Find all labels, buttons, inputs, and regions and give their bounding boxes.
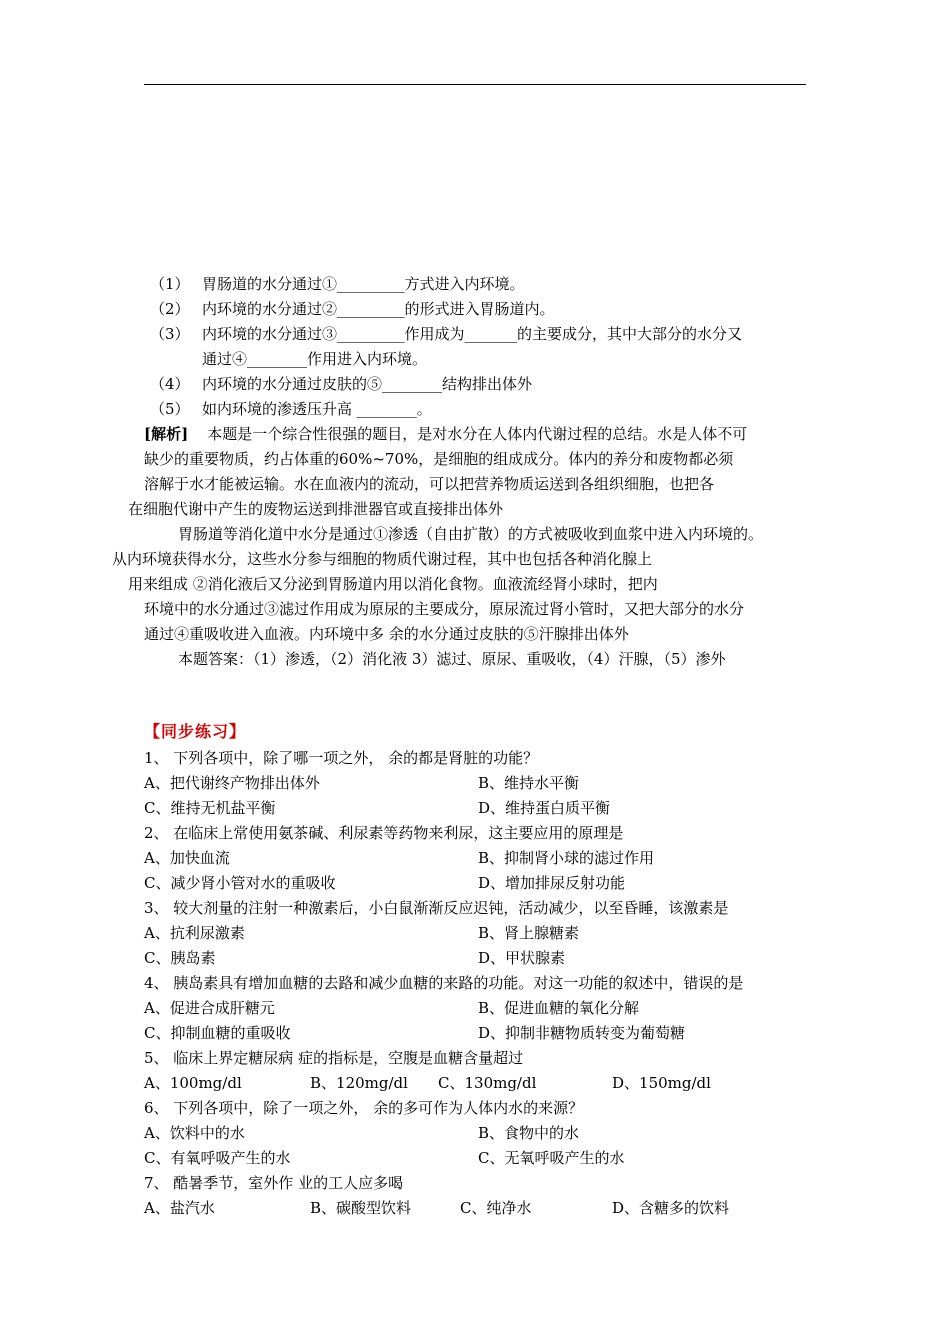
exercise-question-3: 3、 较大剂量的注射一种激素后，小白鼠渐渐反应迟钝，活动减少，以至昏睡，该激素是 bbox=[144, 899, 729, 917]
analysis-text: 用来组成 ②消化液后又分泌到胃肠道内用以消化食物。血液流经肾小球时，把内 bbox=[128, 575, 658, 593]
option-1c: C、维持无机盐平衡 bbox=[144, 799, 276, 817]
option-1a: A、把代谢终产物排出体外 bbox=[144, 774, 320, 792]
option-6d: C、无氧呼吸产生的水 bbox=[478, 1149, 625, 1167]
option-6a: A、饮料中的水 bbox=[144, 1124, 245, 1142]
exercise-question-1: 1、 下列各项中，除了哪一项之外， 余的都是肾脏的功能？ bbox=[144, 749, 539, 767]
question-2 bbox=[150, 299, 555, 319]
option-1b: B、维持水平衡 bbox=[478, 774, 580, 792]
analysis-text: 从内环境获得水分，这些水分参与细胞的物质代谢过程，其中也包括各种消化腺上 bbox=[112, 550, 653, 568]
analysis-text: 在细胞代谢中产生的废物运送到排泄器官或直接排出体外 bbox=[128, 500, 504, 518]
analysis-text: 环境中的水分通过③滤过作用成为原尿的主要成分，原尿流过肾小管时，又把大部分的水分 bbox=[144, 600, 745, 618]
question-text: 内环境的水分通过皮肤的⑤________结构排出体外 bbox=[202, 375, 533, 393]
option-5b: B、120mg/dl bbox=[310, 1074, 408, 1092]
option-5d: D、150mg/dl bbox=[612, 1074, 711, 1092]
option-2a: A、加快血流 bbox=[144, 849, 230, 867]
option-4d: D、抑制非糖物质转变为葡萄糖 bbox=[478, 1024, 686, 1042]
option-3d: D、甲状腺素 bbox=[478, 949, 566, 967]
analysis-line-3 bbox=[144, 474, 714, 494]
option-2b: B、抑制肾小球的滤过作用 bbox=[478, 849, 655, 867]
option-3b: B、肾上腺糖素 bbox=[478, 924, 580, 942]
option-7b: B、碳酸型饮料 bbox=[310, 1199, 412, 1217]
answer-line bbox=[178, 649, 726, 669]
analysis-line-1 bbox=[144, 424, 747, 444]
option-7d: D、含糖多的饮料 bbox=[612, 1199, 730, 1217]
question-text: 胃肠道的水分通过①_________方式进入内环境。 bbox=[202, 275, 525, 293]
option-1d: D、维持蛋白质平衡 bbox=[478, 799, 611, 817]
exercise-question-6: 6、 下列各项中，除了一项之外， 余的多可作为人体内水的来源？ bbox=[144, 1099, 584, 1117]
analysis-text: 胃肠道等消化道中水分是通过①渗透（自由扩散）的方式被吸收到血浆中进入内环境的。 bbox=[178, 525, 764, 543]
question-3 bbox=[150, 324, 742, 344]
question-text: 内环境的水分通过②_________的形式进入胃肠道内。 bbox=[202, 300, 555, 318]
analysis-label: [解析] bbox=[144, 425, 189, 443]
analysis-line-5 bbox=[178, 524, 763, 544]
analysis-text: 本题是一个综合性很强的题目，是对水分在人体内代谢过程的总结。水是人体不可 bbox=[207, 425, 748, 443]
analysis-text: 通过④重吸收进入血液。内环境中多 余的水分通过皮肤的⑤汗腺排出体外 bbox=[144, 625, 629, 643]
question-number: （3） bbox=[150, 325, 190, 343]
analysis-line-2 bbox=[144, 449, 733, 469]
question-text: 通过④________作用进入内环境。 bbox=[202, 350, 428, 368]
option-3a: A、抗利尿激素 bbox=[144, 924, 245, 942]
option-4b: B、促进血糖的氧化分解 bbox=[478, 999, 640, 1017]
option-4c: C、抑制血糖的重吸收 bbox=[144, 1024, 291, 1042]
exercise-question-2: 2、 在临床上常使用氨茶碱、利尿素等药物来利尿，这主要应用的原理是 bbox=[144, 824, 624, 842]
question-number: （1） bbox=[150, 275, 190, 293]
question-5 bbox=[150, 399, 432, 419]
option-6c: C、有氧呼吸产生的水 bbox=[144, 1149, 291, 1167]
option-7a: A、盐汽水 bbox=[144, 1199, 215, 1217]
option-3c: C、胰岛素 bbox=[144, 949, 216, 967]
analysis-line-8 bbox=[144, 599, 744, 619]
question-number: （4） bbox=[150, 375, 190, 393]
option-2d: D、增加排尿反射功能 bbox=[478, 874, 626, 892]
option-5a: A、100mg/dl bbox=[144, 1074, 242, 1092]
exercise-heading: 【同步练习】 bbox=[144, 722, 247, 741]
option-4a: A、促进合成肝糖元 bbox=[144, 999, 275, 1017]
option-6b: B、食物中的水 bbox=[478, 1124, 580, 1142]
exercise-question-5: 5、 临床上界定糖尿病 症的指标是，空腹是血糖含量超过 bbox=[144, 1049, 524, 1067]
analysis-line-6 bbox=[112, 549, 652, 569]
analysis-line-7 bbox=[128, 574, 658, 594]
option-7c: C、纯净水 bbox=[460, 1199, 532, 1217]
question-3-continued bbox=[202, 349, 427, 369]
question-1 bbox=[150, 274, 525, 294]
question-text: 内环境的水分通过③_________作用成为_______的主要成分，其中大部分的水分又 bbox=[202, 325, 743, 343]
analysis-line-4 bbox=[128, 499, 503, 519]
exercise-question-4: 4、 胰岛素具有增加血糖的去路和减少血糖的来路的功能。对这一功能的叙述中，错误的是 bbox=[144, 974, 744, 992]
question-number: （5） bbox=[150, 400, 190, 418]
option-5c: C、130mg/dl bbox=[438, 1074, 537, 1092]
question-number: （2） bbox=[150, 300, 190, 318]
analysis-line-9 bbox=[144, 624, 629, 644]
question-text: 如内环境的渗透压升高 ________。 bbox=[202, 400, 432, 418]
analysis-text: 溶解于水才能被运输。水在血液内的流动，可以把营养物质运送到各组织细胞，也把各 bbox=[144, 475, 715, 493]
answer-text: 本题答案：（1）渗透，（2）消化液 3）滤过、原尿、重吸收，（4）汗腺，（5）渗外 bbox=[178, 650, 726, 668]
exercise-question-7: 7、 酷暑季节，室外作 业的工人应多喝 bbox=[144, 1174, 404, 1192]
option-2c: C、减少肾小管对水的重吸收 bbox=[144, 874, 336, 892]
analysis-text: 缺少的重要物质，约占体重的60%~70%，是细胞的组成成分。体内的养分和废物都必须 bbox=[144, 450, 734, 468]
header-rule bbox=[144, 84, 806, 85]
question-4 bbox=[150, 374, 532, 394]
